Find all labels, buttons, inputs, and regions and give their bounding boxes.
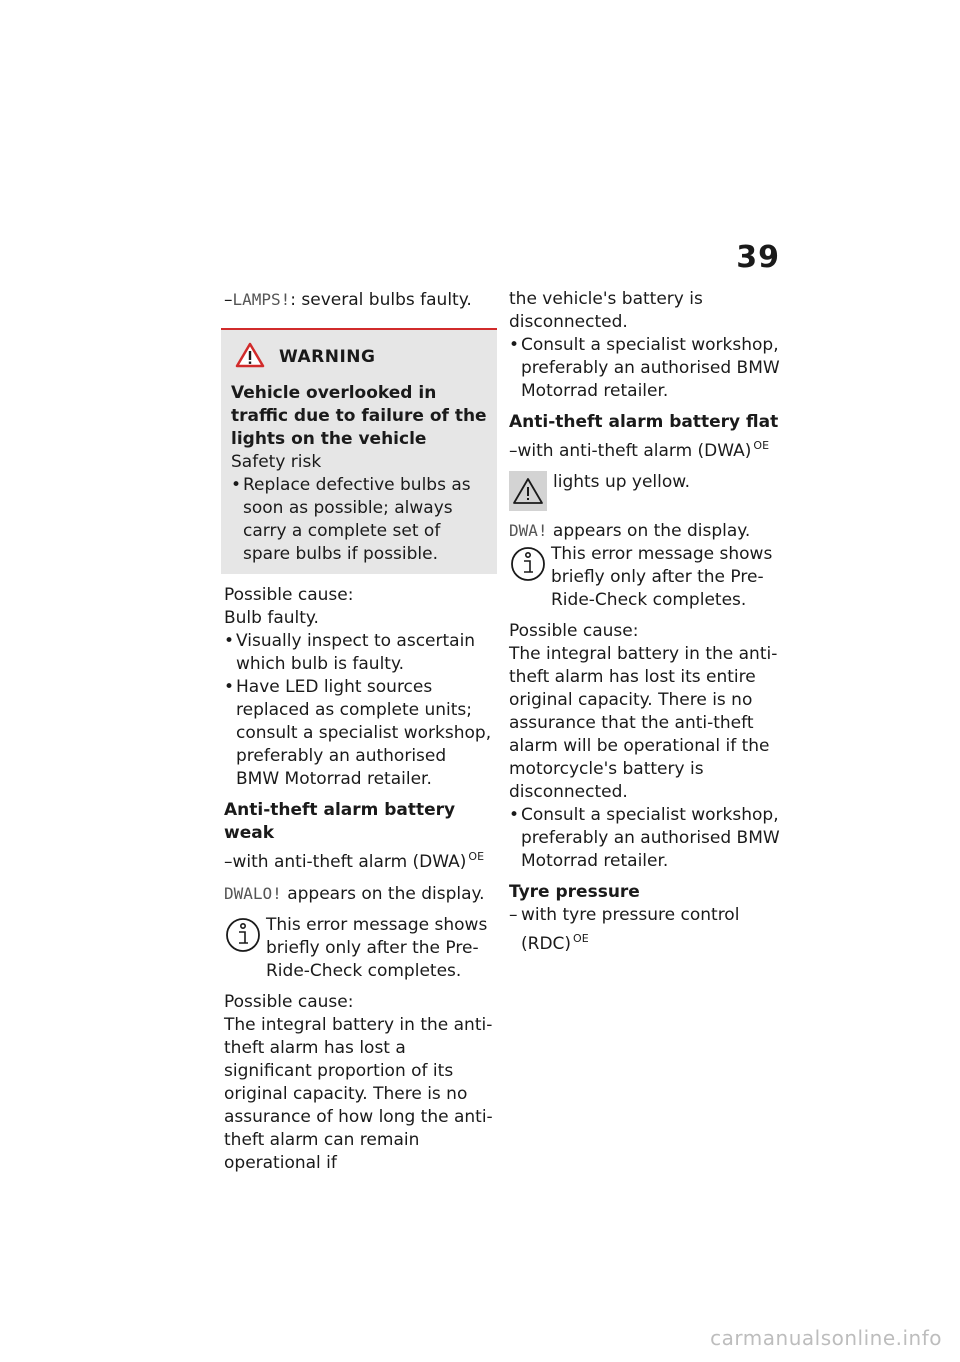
dwalo-line: [224, 882, 494, 906]
page-number: 39: [736, 240, 780, 275]
info-note-text: This error message shows briefly only after the Pre-Ride-Check completes.: [266, 915, 488, 981]
warning-risk: Safety risk: [231, 452, 322, 472]
dwa-flat-heading: Anti-theft alarm battery flat: [509, 412, 779, 432]
warning-light-row: [509, 471, 784, 511]
info-icon: [509, 544, 547, 591]
dwalo-text: appears on the display.: [281, 884, 485, 904]
cause-text: The integral battery in the anti-theft alarm has lost its entire original capacity. There is no assurance that the anti-theft alarm will be operational if the motorcycle's battery is disconnected.: [509, 644, 778, 802]
warning-header: [231, 342, 489, 372]
cause2-label: Possible cause:: [224, 992, 354, 1012]
dwa-flat-condition: –with anti-theft alarm (DWA) $^{OE}$: [509, 439, 770, 461]
list-item: • Consult a specialist workshop, preferably an authorised BMW Motorrad retailer.: [509, 335, 780, 401]
dwalo-code: DWALO!: [224, 884, 282, 903]
warning-bullet: • Replace defective bulbs as soon as possible; always carry a complete set of spare bulbs if possible.: [231, 475, 471, 564]
dwa-weak-condition-text: with anti-theft alarm (DWA): [232, 852, 467, 872]
cause-label: Possible cause:: [509, 621, 639, 641]
info-icon: [224, 915, 262, 962]
dwa-flat-condition-text: with anti-theft alarm (DWA): [517, 441, 752, 461]
oe-mark: OE: [468, 850, 485, 863]
dwa-weak-heading: Anti-theft alarm battery weak: [224, 800, 456, 843]
warning-box: [221, 330, 497, 574]
left-column: [224, 288, 494, 1183]
lamps-code: LAMPS!: [232, 290, 291, 309]
warning-heading: Vehicle overlooked in traffic due to failure of the lights on the vehicle: [231, 383, 487, 449]
list-item-text: Have LED light sources replaced as complete units; consult a specialist workshop, preferably an authorised BMW Motorrad retailer.: [236, 677, 492, 789]
tyre-condition-text: with tyre pressure control (RDC): [521, 905, 740, 954]
list-item: • Consult a specialist workshop, preferably an authorised BMW Motorrad retailer.: [509, 805, 780, 871]
cause2-text: The integral battery in the anti-theft alarm has lost a significant proportion of its original capacity. There is no assurance of how long the anti-theft alarm can remain operational if: [224, 1015, 493, 1173]
dwa-text: appears on the display.: [547, 521, 751, 541]
dwa-code: DWA!: [509, 521, 548, 540]
oe-mark: OE: [573, 932, 589, 945]
list-item-text: Visually inspect to ascertain which bulb is faulty.: [236, 631, 476, 674]
oe-mark: OE: [753, 439, 770, 452]
warning-triangle-icon: [235, 342, 265, 372]
tyre-condition: – with tyre pressure control (RDC) $^{OE}$: [509, 905, 740, 954]
right-column: [509, 288, 784, 956]
dwa-weak-condition: –with anti-theft alarm (DWA) $^{OE}$: [224, 850, 485, 872]
list-item: • Have LED light sources replaced as complete units; consult a specialist workshop, preferably an authorised BMW Motorrad retailer.: [224, 677, 492, 789]
warning-label: WARNING: [279, 347, 376, 367]
list-item: • Visually inspect to ascertain which bulb is faulty.: [224, 631, 476, 674]
lamps-text: : several bulbs faulty.: [290, 290, 472, 310]
lights-text: lights up yellow.: [553, 472, 691, 492]
dwa-line: [509, 519, 784, 543]
info-note: [509, 543, 784, 612]
tyre-heading: Tyre pressure: [509, 882, 640, 902]
continued-text: the vehicle's battery is disconnected.: [509, 289, 703, 332]
list-item-text: Consult a specialist workshop, preferably an authorised BMW Motorrad retailer.: [521, 805, 780, 871]
watermark: carmanualsonline.info: [710, 1326, 942, 1350]
warning-bullet-text: Replace defective bulbs as soon as possible; always carry a complete set of spare bulbs if possible.: [243, 475, 471, 564]
info-note-text: This error message shows briefly only after the Pre-Ride-Check completes.: [551, 544, 773, 610]
warning-light-icon: [509, 471, 547, 511]
lamps-line: –LAMPS!: several bulbs faulty.: [224, 290, 472, 310]
list-item-text: Consult a specialist workshop, preferably an authorised BMW Motorrad retailer.: [521, 335, 780, 401]
cause-label: Possible cause:: [224, 585, 354, 605]
cause-text: Bulb faulty.: [224, 608, 319, 628]
info-note: [224, 914, 494, 983]
